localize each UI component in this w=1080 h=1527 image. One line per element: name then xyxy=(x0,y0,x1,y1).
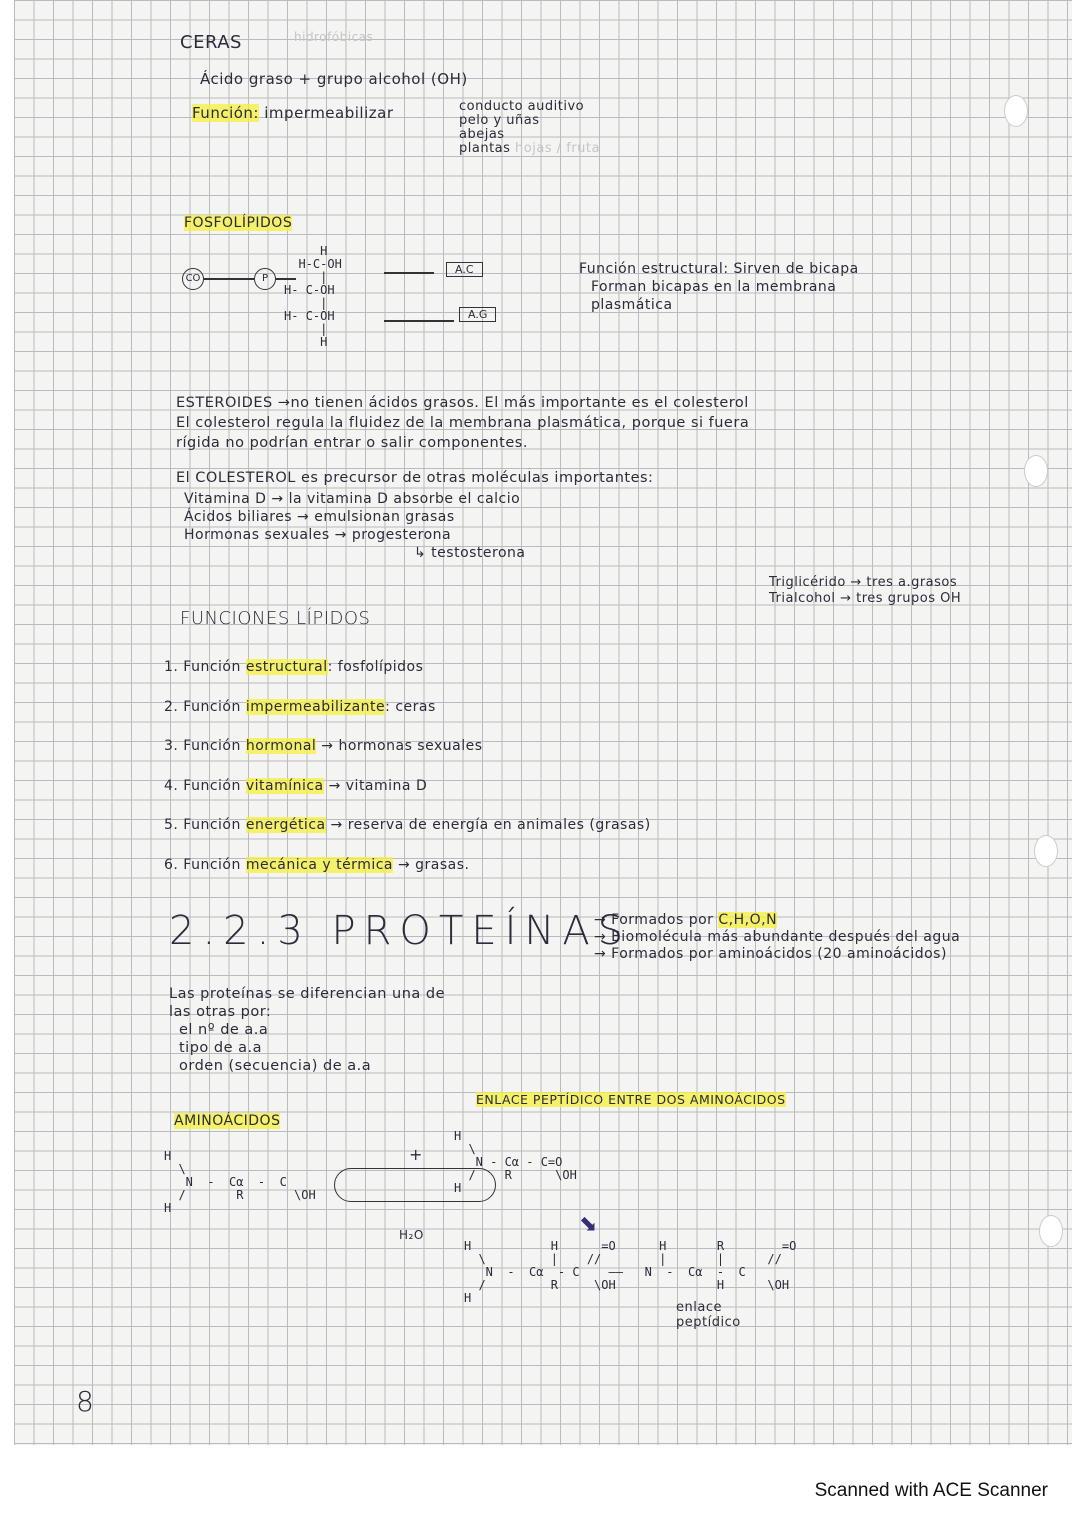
funcion-label: Función: xyxy=(192,104,259,122)
colesterol-items: Vitamina D → la vitamina D absorbe el calcio Ácidos biliares → emulsionan grasas Hormonas sexuales → progesterona ↳ testosterona xyxy=(184,491,526,561)
fatty-acid-box: A.C xyxy=(446,262,483,277)
trigliceridos-note: Triglicérido → tres a.grasos Trialcohol → tres grupos OH xyxy=(769,575,962,606)
esteroides-text: ESTEROIDES →no tienen ácidos grasos. El más importante es el colesterol El colesterol regula la fluidez de la membrana plasmática, porque si fuera rígida no podrían entrar o salir componentes. xyxy=(176,395,750,451)
proteinas-bullets: → Formados por C,H,O,N → Biomolécula más abundante después del agua → Formados por aminoácidos (20 aminoácidos) xyxy=(594,912,961,962)
list-item: 1. Función estructural: fosfolípidos xyxy=(164,659,424,675)
ceras-title: CERAS xyxy=(180,32,242,53)
arrow-down-icon: ⬊ xyxy=(579,1212,598,1237)
co-group: CO xyxy=(182,268,204,290)
phosphate-group: P xyxy=(254,268,276,290)
list-item: 4. Función vitamínica → vitamina D xyxy=(164,777,428,794)
enlace-title: ENLACE PEPTÍDICO ENTRE DOS AMINOÁCIDOS xyxy=(476,1092,786,1107)
binder-hole xyxy=(1024,455,1048,487)
aminoacidos-title: AMINOÁCIDOS xyxy=(174,1113,281,1129)
list-item: 5. Función energética → reserva de energía en animales (grasas) xyxy=(164,817,651,833)
binder-hole xyxy=(1004,95,1028,127)
proteinas-title: 2.2.3 PROTEÍNAS xyxy=(169,908,632,954)
funciones-list xyxy=(164,648,651,885)
binder-hole xyxy=(1034,835,1058,867)
glycerol-structure: H H-C-OH | H- C-OH | H- C-OH | H xyxy=(284,244,342,349)
scanner-watermark: Scanned with ACE Scanner xyxy=(814,1480,1048,1501)
fosfolipidos-funcion: Función estructural: Sirven de bicapa Forman bicapas en la membrana plasmática xyxy=(579,261,859,313)
list-item: 6. Función mecánica y térmica → grasas. xyxy=(164,856,470,873)
amino-acid-2: H \ N - Cα - C=O / R \OH H xyxy=(454,1129,577,1195)
colesterol-precursor: El COLESTEROL es precursor de otras moléculas importantes: xyxy=(176,470,654,486)
fosfolipidos-title: FOSFOLÍPIDOS xyxy=(184,215,293,231)
page-number: 8 xyxy=(76,1385,95,1418)
ceras-note: hidrofóbicas xyxy=(294,30,374,44)
funciones-title: FUNCIONES LÍPIDOS xyxy=(180,608,371,629)
funcion-value: impermeabilizar xyxy=(264,104,394,122)
dipeptide-structure: H H =O H R =O \ | // | | // N - Cα - C —— N - Cα - C / R \OH H \OH H xyxy=(464,1239,797,1305)
list-item: 3. Función hormonal → hormonas sexuales xyxy=(164,738,483,754)
ceras-formula: Ácido graso + grupo alcohol (OH) xyxy=(200,70,468,88)
fatty-acid-box: A.G xyxy=(459,307,496,322)
proteinas-diferencia: Las proteínas se diferencian una de las otras por: el nº de a.a tipo de a.a orden (secuencia) de a.a xyxy=(169,986,446,1074)
amino-acid-1: H \ N - Cα - C / R \OH H xyxy=(164,1149,316,1215)
water-label: H₂O xyxy=(399,1228,424,1242)
notebook-page: CERAS hidrofóbicas Ácido graso + grupo alcohol (OH) Función: impermeabilizar conducto auditivo pelo y uñas abejas plantas hojas / fruta FOSFOLÍPIDOS CO P H H-C-OH | H- C-OH | H- C-OH | H A.C A.G Función estructural: Sirven de bicapa Forman bicapas en la membrana plasmática ESTEROIDES →no tienen ácidos grasos. El más importante es el colesterol El colesterol regula la fluidez de la membrana plasmática, porque si fuera rígida no podrían entrar o salir componentes. El COLESTEROL es precursor de otras moléculas importantes: Vitamina D → la vitamina D absorbe el calcio Ácidos biliares → emulsionan grasas Hormonas sexuales → progesterona ↳ testosterona Triglicérido → tres a.grasos Trialcohol → tres grupos OH FUNCIONES LÍPIDOS 1. Función estructural: fosfolípidos 2. Función impermeabilizante: ceras 3. Función hormonal → hormonas sexuales 4. Función vitamínica → vitamina D 5. Función energética → reserva de energía en animales (grasas) 6. Función mecánica y térmica → grasas. 2.2.3 PROTEÍNAS → Formados por C,H,O,N → Biomolécula más abundante después del agua → Formados por aminoácidos (20 aminoácidos) Las proteínas se diferencian una de las otras por: el nº de a.a tipo de a.a orden (secuencia) de a.a AMINOÁCIDOS ENLACE PEPTÍDICO ENTRE DOS AMINOÁCIDOS H \ N - Cα - C / R \OH H + H \ N - Cα - C=O / R \OH H H₂O ⬊ H H =O H R =O \ | // | | // N - Cα - C —— N - Cα - C / R \OH H \OH H enlace peptídico 8 xyxy=(14,0,1072,1445)
list-item: 2. Función impermeabilizante: ceras xyxy=(164,698,436,715)
binder-hole xyxy=(1039,1215,1063,1247)
ceras-items: conducto auditivo pelo y uñas abejas plantas hojas / fruta xyxy=(459,99,600,156)
enlace-label: enlace peptídico xyxy=(676,1300,741,1330)
